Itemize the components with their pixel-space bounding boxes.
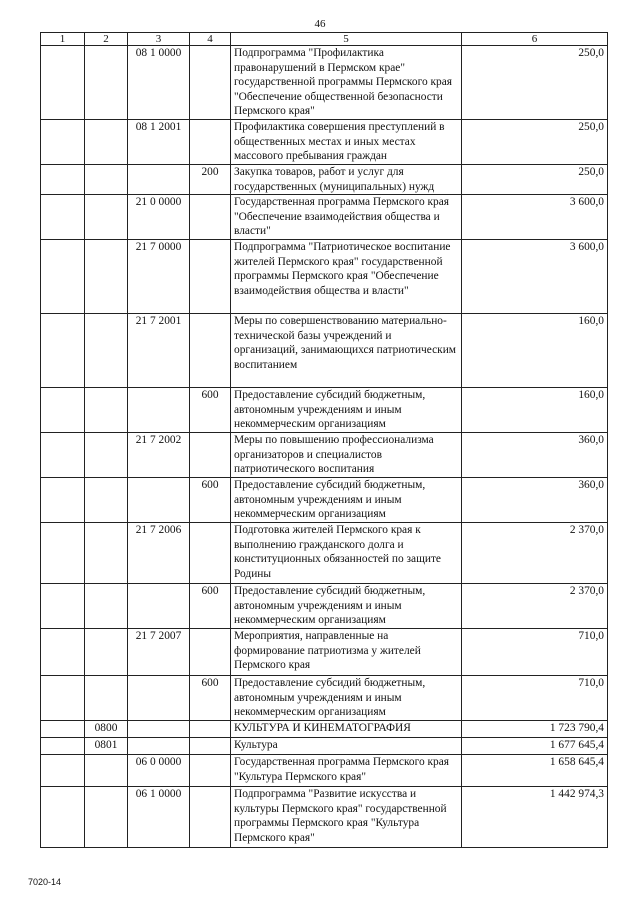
subsection-code bbox=[85, 629, 128, 676]
subsection-code bbox=[85, 46, 128, 120]
table-row bbox=[41, 755, 608, 787]
table-row bbox=[41, 120, 608, 165]
table-row bbox=[41, 738, 608, 755]
item-amount: 3 600,0 bbox=[462, 195, 608, 240]
target-article-code: 21 7 2002 bbox=[128, 433, 190, 478]
table-row bbox=[41, 787, 608, 848]
section-code bbox=[41, 523, 85, 584]
expense-type-code: 600 bbox=[190, 676, 231, 721]
section-code bbox=[41, 584, 85, 629]
target-article-code: 21 7 0000 bbox=[128, 240, 190, 314]
subsection-code bbox=[85, 787, 128, 848]
expense-type-code: 600 bbox=[190, 478, 231, 523]
item-amount: 360,0 bbox=[462, 478, 608, 523]
document-code: 7020-14 bbox=[28, 877, 62, 887]
section-code bbox=[41, 195, 85, 240]
subsection-code bbox=[85, 195, 128, 240]
item-amount: 710,0 bbox=[462, 629, 608, 676]
item-description: Меры по совершенствованию материально-технической базы учреждений и организаций, занимающихся патриотическим воспитанием bbox=[231, 314, 462, 388]
item-amount: 1 658 645,4 bbox=[462, 755, 608, 787]
item-description: Меры по повышению профессионализма организаторов и специалистов патриотического воспитания bbox=[231, 433, 462, 478]
column-header: 1 bbox=[41, 33, 85, 46]
target-article-code bbox=[128, 584, 190, 629]
item-description: Подпрограмма "Патриотическое воспитание жителей Пермского края" государственной программы Пермского края "Обеспечение взаимодействия общества и власти" bbox=[231, 240, 462, 314]
column-header: 2 bbox=[85, 33, 128, 46]
table-row bbox=[41, 676, 608, 721]
item-amount: 1 677 645,4 bbox=[462, 738, 608, 755]
section-code bbox=[41, 721, 85, 738]
target-article-code: 08 1 2001 bbox=[128, 120, 190, 165]
target-article-code: 06 1 0000 bbox=[128, 787, 190, 848]
item-description: Государственная программа Пермского края "Культура Пермского края" bbox=[231, 755, 462, 787]
section-code bbox=[41, 433, 85, 478]
section-code bbox=[41, 120, 85, 165]
expense-type-code bbox=[190, 629, 231, 676]
subsection-code bbox=[85, 120, 128, 165]
section-code bbox=[41, 787, 85, 848]
table-row bbox=[41, 46, 608, 120]
table-row bbox=[41, 523, 608, 584]
subsection-code bbox=[85, 523, 128, 584]
expense-type-code bbox=[190, 755, 231, 787]
section-code bbox=[41, 165, 85, 195]
target-article-code bbox=[128, 721, 190, 738]
item-description: Мероприятия, направленные на формирование патриотизма у жителей Пермского края bbox=[231, 629, 462, 676]
subsection-code: 0801 bbox=[85, 738, 128, 755]
target-article-code: 21 7 2007 bbox=[128, 629, 190, 676]
item-amount: 2 370,0 bbox=[462, 584, 608, 629]
expense-type-code bbox=[190, 240, 231, 314]
subsection-code bbox=[85, 584, 128, 629]
item-amount: 1 723 790,4 bbox=[462, 721, 608, 738]
section-code bbox=[41, 676, 85, 721]
subsection-code bbox=[85, 433, 128, 478]
target-article-code bbox=[128, 738, 190, 755]
column-header: 5 bbox=[231, 33, 462, 46]
subsection-code bbox=[85, 165, 128, 195]
table-header-row bbox=[41, 33, 608, 46]
item-amount: 250,0 bbox=[462, 165, 608, 195]
expense-type-code bbox=[190, 787, 231, 848]
item-amount: 710,0 bbox=[462, 676, 608, 721]
item-amount: 2 370,0 bbox=[462, 523, 608, 584]
expense-type-code bbox=[190, 195, 231, 240]
item-description: Подготовка жителей Пермского края к выполнению гражданского долга и конституционных обязанностей по защите Родины bbox=[231, 523, 462, 584]
table-row bbox=[41, 314, 608, 388]
expense-type-code bbox=[190, 721, 231, 738]
target-article-code: 21 7 2006 bbox=[128, 523, 190, 584]
expense-type-code bbox=[190, 523, 231, 584]
column-header: 3 bbox=[128, 33, 190, 46]
expense-type-code bbox=[190, 433, 231, 478]
item-amount: 250,0 bbox=[462, 120, 608, 165]
item-description: Предоставление субсидий бюджетным, автономным учреждениям и иным некоммерческим организациям bbox=[231, 388, 462, 433]
subsection-code bbox=[85, 755, 128, 787]
subsection-code bbox=[85, 240, 128, 314]
item-description: Подпрограмма "Профилактика правонарушений в Пермском крае" государственной программы Пермского края "Обеспечение общественной безопасности Пермского края" bbox=[231, 46, 462, 120]
table-row bbox=[41, 195, 608, 240]
item-amount: 250,0 bbox=[462, 46, 608, 120]
page-number: 46 bbox=[314, 18, 326, 30]
column-header: 4 bbox=[190, 33, 231, 46]
item-description: Подпрограмма "Развитие искусства и культуры Пермского края" государственной программы Пермского края "Культура Пермского края" bbox=[231, 787, 462, 848]
expense-type-code: 600 bbox=[190, 388, 231, 433]
item-amount: 3 600,0 bbox=[462, 240, 608, 314]
item-description: Государственная программа Пермского края "Обеспечение взаимодействия общества и власти" bbox=[231, 195, 462, 240]
table-row bbox=[41, 584, 608, 629]
item-amount: 160,0 bbox=[462, 314, 608, 388]
subsection-code bbox=[85, 388, 128, 433]
table-row bbox=[41, 629, 608, 676]
subsection-code bbox=[85, 314, 128, 388]
target-article-code bbox=[128, 165, 190, 195]
subsection-code bbox=[85, 478, 128, 523]
section-code bbox=[41, 478, 85, 523]
section-code bbox=[41, 738, 85, 755]
section-code bbox=[41, 46, 85, 120]
target-article-code bbox=[128, 478, 190, 523]
target-article-code bbox=[128, 388, 190, 433]
item-description: Предоставление субсидий бюджетным, автономным учреждениям и иным некоммерческим организациям bbox=[231, 676, 462, 721]
table-row bbox=[41, 433, 608, 478]
item-description: КУЛЬТУРА И КИНЕМАТОГРАФИЯ bbox=[231, 721, 462, 738]
expense-type-code: 600 bbox=[190, 584, 231, 629]
target-article-code: 21 7 2001 bbox=[128, 314, 190, 388]
expense-type-code bbox=[190, 738, 231, 755]
table-row bbox=[41, 721, 608, 738]
section-code bbox=[41, 388, 85, 433]
column-header: 6 bbox=[462, 33, 608, 46]
expense-type-code bbox=[190, 120, 231, 165]
item-amount: 360,0 bbox=[462, 433, 608, 478]
table-row bbox=[41, 240, 608, 314]
item-amount: 160,0 bbox=[462, 388, 608, 433]
item-description: Предоставление субсидий бюджетным, автономным учреждениям и иным некоммерческим организациям bbox=[231, 584, 462, 629]
item-description: Предоставление субсидий бюджетным, автономным учреждениям и иным некоммерческим организациям bbox=[231, 478, 462, 523]
expense-type-code bbox=[190, 314, 231, 388]
subsection-code bbox=[85, 676, 128, 721]
item-description: Профилактика совершения преступлений в общественных местах и иных местах массового пребывания граждан bbox=[231, 120, 462, 165]
section-code bbox=[41, 629, 85, 676]
item-amount: 1 442 974,3 bbox=[462, 787, 608, 848]
target-article-code: 08 1 0000 bbox=[128, 46, 190, 120]
table-row bbox=[41, 165, 608, 195]
expense-type-code: 200 bbox=[190, 165, 231, 195]
target-article-code: 06 0 0000 bbox=[128, 755, 190, 787]
item-description: Закупка товаров, работ и услуг для государственных (муниципальных) нужд bbox=[231, 165, 462, 195]
subsection-code: 0800 bbox=[85, 721, 128, 738]
item-description: Культура bbox=[231, 738, 462, 755]
budget-table bbox=[40, 32, 608, 848]
target-article-code: 21 0 0000 bbox=[128, 195, 190, 240]
target-article-code bbox=[128, 676, 190, 721]
table-row bbox=[41, 388, 608, 433]
table-row bbox=[41, 478, 608, 523]
section-code bbox=[41, 314, 85, 388]
section-code bbox=[41, 240, 85, 314]
section-code bbox=[41, 755, 85, 787]
expense-type-code bbox=[190, 46, 231, 120]
